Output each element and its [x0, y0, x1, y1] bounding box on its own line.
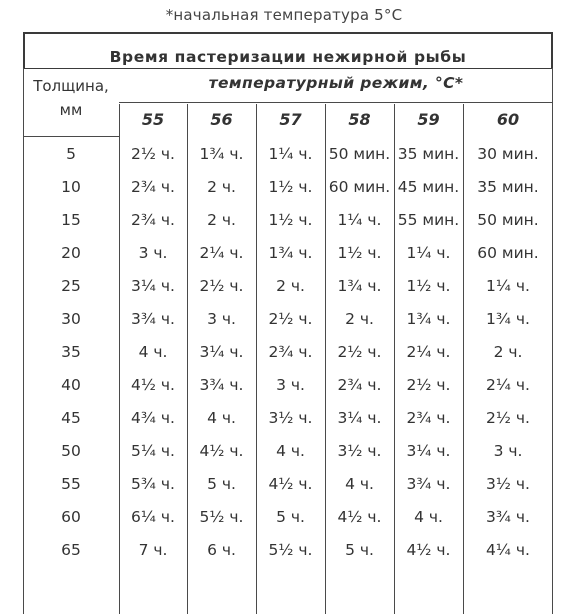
table-cell: 5¼ ч.: [131, 442, 175, 460]
table-cell: 2¾ ч.: [131, 178, 175, 196]
table-cell: 6 ч.: [207, 541, 236, 559]
border-left: [23, 68, 24, 614]
table-cell: 2 ч.: [207, 178, 236, 196]
table-cell: 60 мин.: [477, 244, 539, 262]
table-cell: 3 ч.: [493, 442, 523, 460]
table-cell: 2½ ч.: [268, 310, 313, 328]
table-cell: 3 ч.: [276, 376, 305, 394]
table-cell: 5½ ч.: [199, 508, 244, 526]
table-cell: 2¼ ч.: [486, 376, 530, 394]
row-thickness-8: 45: [61, 409, 81, 427]
temperature-header-3: 58: [348, 110, 371, 129]
table-cell: 1½ ч.: [268, 211, 313, 229]
column-divider: [325, 104, 326, 614]
table-cell: 1½ ч.: [268, 178, 313, 196]
table-cell: 5 ч.: [276, 508, 305, 526]
pasteurization-table: [23, 32, 553, 614]
table-cell: 2¼ ч.: [406, 343, 451, 361]
table-cell: 2¾ ч.: [268, 343, 313, 361]
table-cell: 1¾ ч.: [199, 145, 244, 163]
thickness-label: Толщина, мм: [33, 77, 109, 119]
table-cell: 7 ч.: [138, 541, 168, 559]
table-cell: 3 ч.: [138, 244, 168, 262]
table-cell: 1¾ ч.: [268, 244, 313, 262]
table-cell: 3¾ ч.: [486, 508, 530, 526]
border-right: [552, 68, 553, 614]
regime-underline: [119, 102, 553, 103]
column-divider: [119, 104, 120, 614]
table-cell: 3¼ ч.: [199, 343, 244, 361]
table-cell: 2¼ ч.: [199, 244, 244, 262]
table-cell: 55 мин.: [397, 211, 460, 229]
table-cell: 2 ч.: [493, 343, 523, 361]
temperature-header-5: 60: [496, 110, 520, 129]
table-cell: 2½ ч.: [199, 277, 244, 295]
table-title-box: [23, 32, 553, 69]
table-cell: 4½ ч.: [199, 442, 244, 460]
table-cell: 5½ ч.: [268, 541, 313, 559]
table-cell: 35 мин.: [477, 178, 539, 196]
table-cell: 3¼ ч.: [337, 409, 382, 427]
row-thickness-4: 25: [61, 277, 81, 295]
table-cell: 4 ч.: [276, 442, 305, 460]
table-cell: 5 ч.: [345, 541, 374, 559]
table-cell: 60 мин.: [328, 178, 391, 196]
table-cell: 3½ ч.: [486, 475, 530, 493]
table-cell: 50 мин.: [477, 211, 539, 229]
table-cell: 4½ ч.: [268, 475, 313, 493]
table-cell: 1¾ ч.: [406, 310, 451, 328]
table-cell: 2¾ ч.: [406, 409, 451, 427]
table-cell: 4 ч.: [138, 343, 168, 361]
temperature-header-1: 56: [210, 110, 233, 129]
temperature-header-2: 57: [279, 110, 302, 129]
table-cell: 4½ ч.: [406, 541, 451, 559]
table-title: Время пастеризации нежирной рыбы: [109, 48, 467, 66]
table-cell: 3½ ч.: [337, 442, 382, 460]
table-cell: 4½ ч.: [131, 376, 175, 394]
table-cell: 1¼ ч.: [486, 277, 530, 295]
column-divider: [256, 104, 257, 614]
table-cell: 3¾ ч.: [131, 310, 175, 328]
row-thickness-12: 65: [61, 541, 81, 559]
table-cell: 5 ч.: [207, 475, 236, 493]
column-divider: [394, 104, 395, 614]
table-cell: 1½ ч.: [406, 277, 451, 295]
row-thickness-11: 60: [61, 508, 81, 526]
table-cell: 2½ ч.: [406, 376, 451, 394]
footnote-initial-temperature: *начальная температура 5°C: [165, 6, 403, 24]
column-divider: [187, 104, 188, 614]
table-cell: 3½ ч.: [268, 409, 313, 427]
header-underline: [23, 136, 119, 137]
table-cell: 4 ч.: [207, 409, 236, 427]
table-cell: 4 ч.: [414, 508, 443, 526]
table-cell: 3¼ ч.: [406, 442, 451, 460]
row-thickness-5: 30: [61, 310, 81, 328]
column-divider: [463, 104, 464, 614]
table-cell: 3¾ ч.: [406, 475, 451, 493]
table-cell: 2 ч.: [345, 310, 374, 328]
table-cell: 2¾ ч.: [337, 376, 382, 394]
row-thickness-7: 40: [61, 376, 81, 394]
table-cell: 50 мин.: [328, 145, 391, 163]
table-cell: 1¼ ч.: [337, 211, 382, 229]
table-cell: 2½ ч.: [131, 145, 175, 163]
row-thickness-10: 55: [61, 475, 81, 493]
temperature-header-4: 59: [417, 110, 440, 129]
row-thickness-2: 15: [61, 211, 81, 229]
table-cell: 2 ч.: [276, 277, 305, 295]
table-cell: 2 ч.: [207, 211, 236, 229]
table-cell: 4½ ч.: [337, 508, 382, 526]
row-thickness-0: 5: [66, 145, 76, 163]
table-cell: 35 мин.: [397, 145, 460, 163]
temperature-regime-label: температурный режим, °C*: [208, 74, 464, 92]
table-cell: 4 ч.: [345, 475, 374, 493]
table-cell: 4¼ ч.: [486, 541, 530, 559]
table-cell: 30 мин.: [477, 145, 539, 163]
table-cell: 2¾ ч.: [131, 211, 175, 229]
table-cell: 2½ ч.: [486, 409, 530, 427]
table-cell: 5¾ ч.: [131, 475, 175, 493]
table-cell: 6¼ ч.: [131, 508, 175, 526]
table-cell: 1½ ч.: [337, 244, 382, 262]
temperature-header-0: 55: [141, 110, 165, 129]
row-thickness-1: 10: [61, 178, 81, 196]
row-thickness-6: 35: [61, 343, 81, 361]
table-cell: 1¼ ч.: [268, 145, 313, 163]
table-cell: 3 ч.: [207, 310, 236, 328]
table-cell: 4¾ ч.: [131, 409, 175, 427]
table-cell: 1¼ ч.: [406, 244, 451, 262]
row-thickness-9: 50: [61, 442, 81, 460]
table-cell: 3¾ ч.: [199, 376, 244, 394]
table-cell: 45 мин.: [397, 178, 460, 196]
table-cell: 1¾ ч.: [337, 277, 382, 295]
row-thickness-3: 20: [61, 244, 81, 262]
table-cell: 1¾ ч.: [486, 310, 530, 328]
table-cell: 2½ ч.: [337, 343, 382, 361]
table-cell: 3¼ ч.: [131, 277, 175, 295]
